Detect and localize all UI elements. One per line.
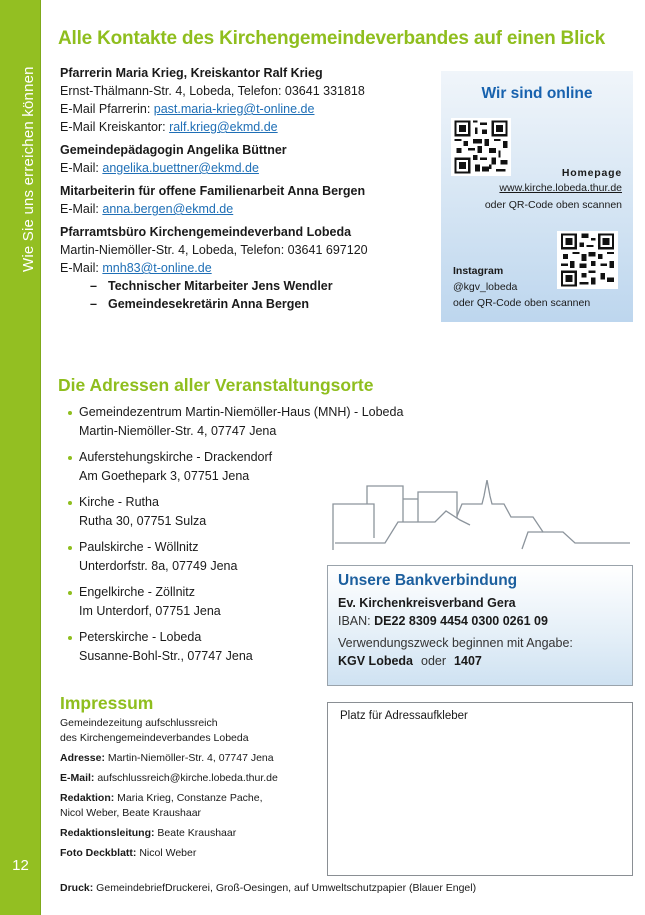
venue-name: Gemeindezentrum Martin-Niemöller-Haus (MNH) - Lobeda [79,405,404,419]
contact-email-row [60,118,435,136]
impressum-address [60,751,340,766]
email-link-educator[interactable]: angelika.buettner@ekmd.de [102,161,259,175]
reference-or: oder [421,654,447,668]
staff-item: – Gemeindesekretärin Anna Bergen [90,295,435,313]
venue-name: Engelkirche - Zöllnitz [79,585,196,599]
bank-iban-row [338,612,632,630]
cover-photo-label: Foto Deckblatt: [60,847,137,859]
venue-address: Am Goethepark 3, 07751 Jena [79,469,250,483]
email-link-pastor[interactable]: past.maria-krieg@t-online.de [153,102,315,116]
contacts-section [60,64,435,318]
email-label: E-Mail: [60,261,103,275]
iban-label: IBAN: [338,614,375,628]
email-link-office[interactable]: mnh83@t-online.de [102,261,212,275]
cover-photo-value: Nicol Weber [136,847,197,859]
bank-organization: Ev. Kirchenkreisverband Gera [338,596,516,610]
contact-name: Pfarrerin Maria Krieg, Kreiskantor Ralf Krieg [60,66,323,80]
contact-email-row [60,259,435,277]
address-value: Martin-Niemöller-Str. 4, 07747 Jena [104,752,274,764]
contact-email-row [60,159,435,177]
email-label: E-Mail: [60,161,103,175]
sidebar [0,0,41,915]
contact-pastor [60,64,435,136]
impressum-email [60,771,340,786]
contact-address: Martin-Niemöller-Str. 4, Lobeda, Telefon: 03641 697120 [60,243,368,257]
venue-name: Paulskirche - Wöllnitz [79,540,199,554]
contact-name: Gemeindepädagogin Angelika Büttner [60,143,287,157]
editors-value-2: Nicol Weber, Beate Kraushaar [60,807,202,819]
bank-purpose: Verwendungszweck beginnen mit Angabe: [338,636,573,650]
sidebar-title: Wie Sie uns erreichen können [20,66,37,272]
email-link-cantor[interactable]: ralf.krieg@ekmd.de [169,120,278,134]
email-link-family-work[interactable]: anna.bergen@ekmd.de [102,202,234,216]
contact-email-row [60,100,435,118]
address-sticker-box [327,702,633,876]
venue-address: Rutha 30, 07751 Sulza [79,514,207,528]
reference-1: KGV Lobeda [338,654,414,668]
impressum-publication [60,716,340,746]
town-skyline-illustration [330,480,630,560]
editor-in-chief-label: Redaktionsleitung: [60,827,155,839]
contact-address: Ernst-Thälmann-Str. 4, Lobeda, Telefon: 03641 331818 [60,84,365,98]
contact-name: Pfarramtsbüro Kirchengemeindeverband Lobeda [60,225,352,239]
address-sticker-label: Platz für Adressaufkleber [340,710,468,722]
email-label: E-Mail Pfarrerin: [60,102,154,116]
contact-email-row [60,200,435,218]
impressum-heading: Impressum [60,693,154,713]
impressum-print [60,882,476,894]
impressum-section [60,716,340,866]
email-label: E-Mail: [60,202,103,216]
qr-code-homepage-icon[interactable] [451,118,511,176]
address-label: Adresse: [60,752,105,764]
instagram-handle[interactable]: @kgv_lobeda [453,281,518,293]
venue-item [66,403,446,441]
staff-list [90,277,435,313]
iban-value: DE22 8309 4454 0300 0261 09 [374,614,548,628]
venue-address: Im Unterdorf, 07751 Jena [79,604,221,618]
venue-name: Auferstehungskirche - Drackendorf [79,450,273,464]
venue-address: Unterdorfstr. 8a, 07749 Jena [79,559,238,573]
email-value[interactable]: aufschlussreich@kirche.lobeda.thur.de [94,772,278,784]
impressum-editor-in-chief [60,826,340,841]
venue-name: Kirche - Rutha [79,495,159,509]
impressum-line2: des Kirchengemeindeverbandes Lobeda [60,732,249,744]
email-label: E-Mail Kreiskantor: [60,120,170,134]
editor-in-chief-value: Beate Kraushaar [154,827,237,839]
editors-label: Redaktion: [60,792,115,804]
bank-details-box [327,565,633,686]
instagram-scan-hint: oder QR-Code oben scannen [453,297,591,309]
contact-office [60,223,435,313]
instagram-label: Instagram [453,265,504,277]
qr-code-instagram-icon[interactable] [557,231,618,289]
online-title: Wir sind online [481,85,593,102]
venue-address: Susanne-Bohl-Str., 07747 Jena [79,649,253,663]
staff-item: – Technischer Mitarbeiter Jens Wendler [90,277,435,295]
editors-value: Maria Krieg, Constanze Pache, [114,792,263,804]
contacts-heading: Alle Kontakte des Kirchengemeindeverbandes auf einen Blick [58,28,605,49]
contact-name: Mitarbeiterin für offene Familienarbeit Anna Bergen [60,184,366,198]
homepage-label: Homepage [561,167,622,179]
contact-educator [60,141,435,177]
print-label: Druck: [60,882,94,894]
contact-family-work [60,182,435,218]
impressum-cover-photo [60,846,340,861]
venue-address: Martin-Niemöller-Str. 4, 07747 Jena [79,424,277,438]
homepage-scan-hint: oder QR-Code oben scannen [484,199,622,211]
email-label: E-Mail: [60,772,95,784]
impressum-editors [60,791,340,821]
venues-heading: Die Adressen aller Veranstaltungsorte [58,375,374,395]
homepage-link[interactable]: www.kirche.lobeda.thur.de [499,182,622,194]
online-box [441,71,633,322]
impressum-line1: Gemeindezeitung aufschlussreich [60,717,218,729]
reference-2: 1407 [454,654,482,668]
page-number: 12 [12,857,29,874]
print-value: GemeindebriefDruckerei, Groß-Oesingen, auf Umweltschutzpapier (Blauer Engel) [93,882,477,894]
bank-reference-row [338,652,632,670]
bank-title: Unsere Bankverbindung [338,572,518,589]
venue-name: Peterskirche - Lobeda [79,630,202,644]
